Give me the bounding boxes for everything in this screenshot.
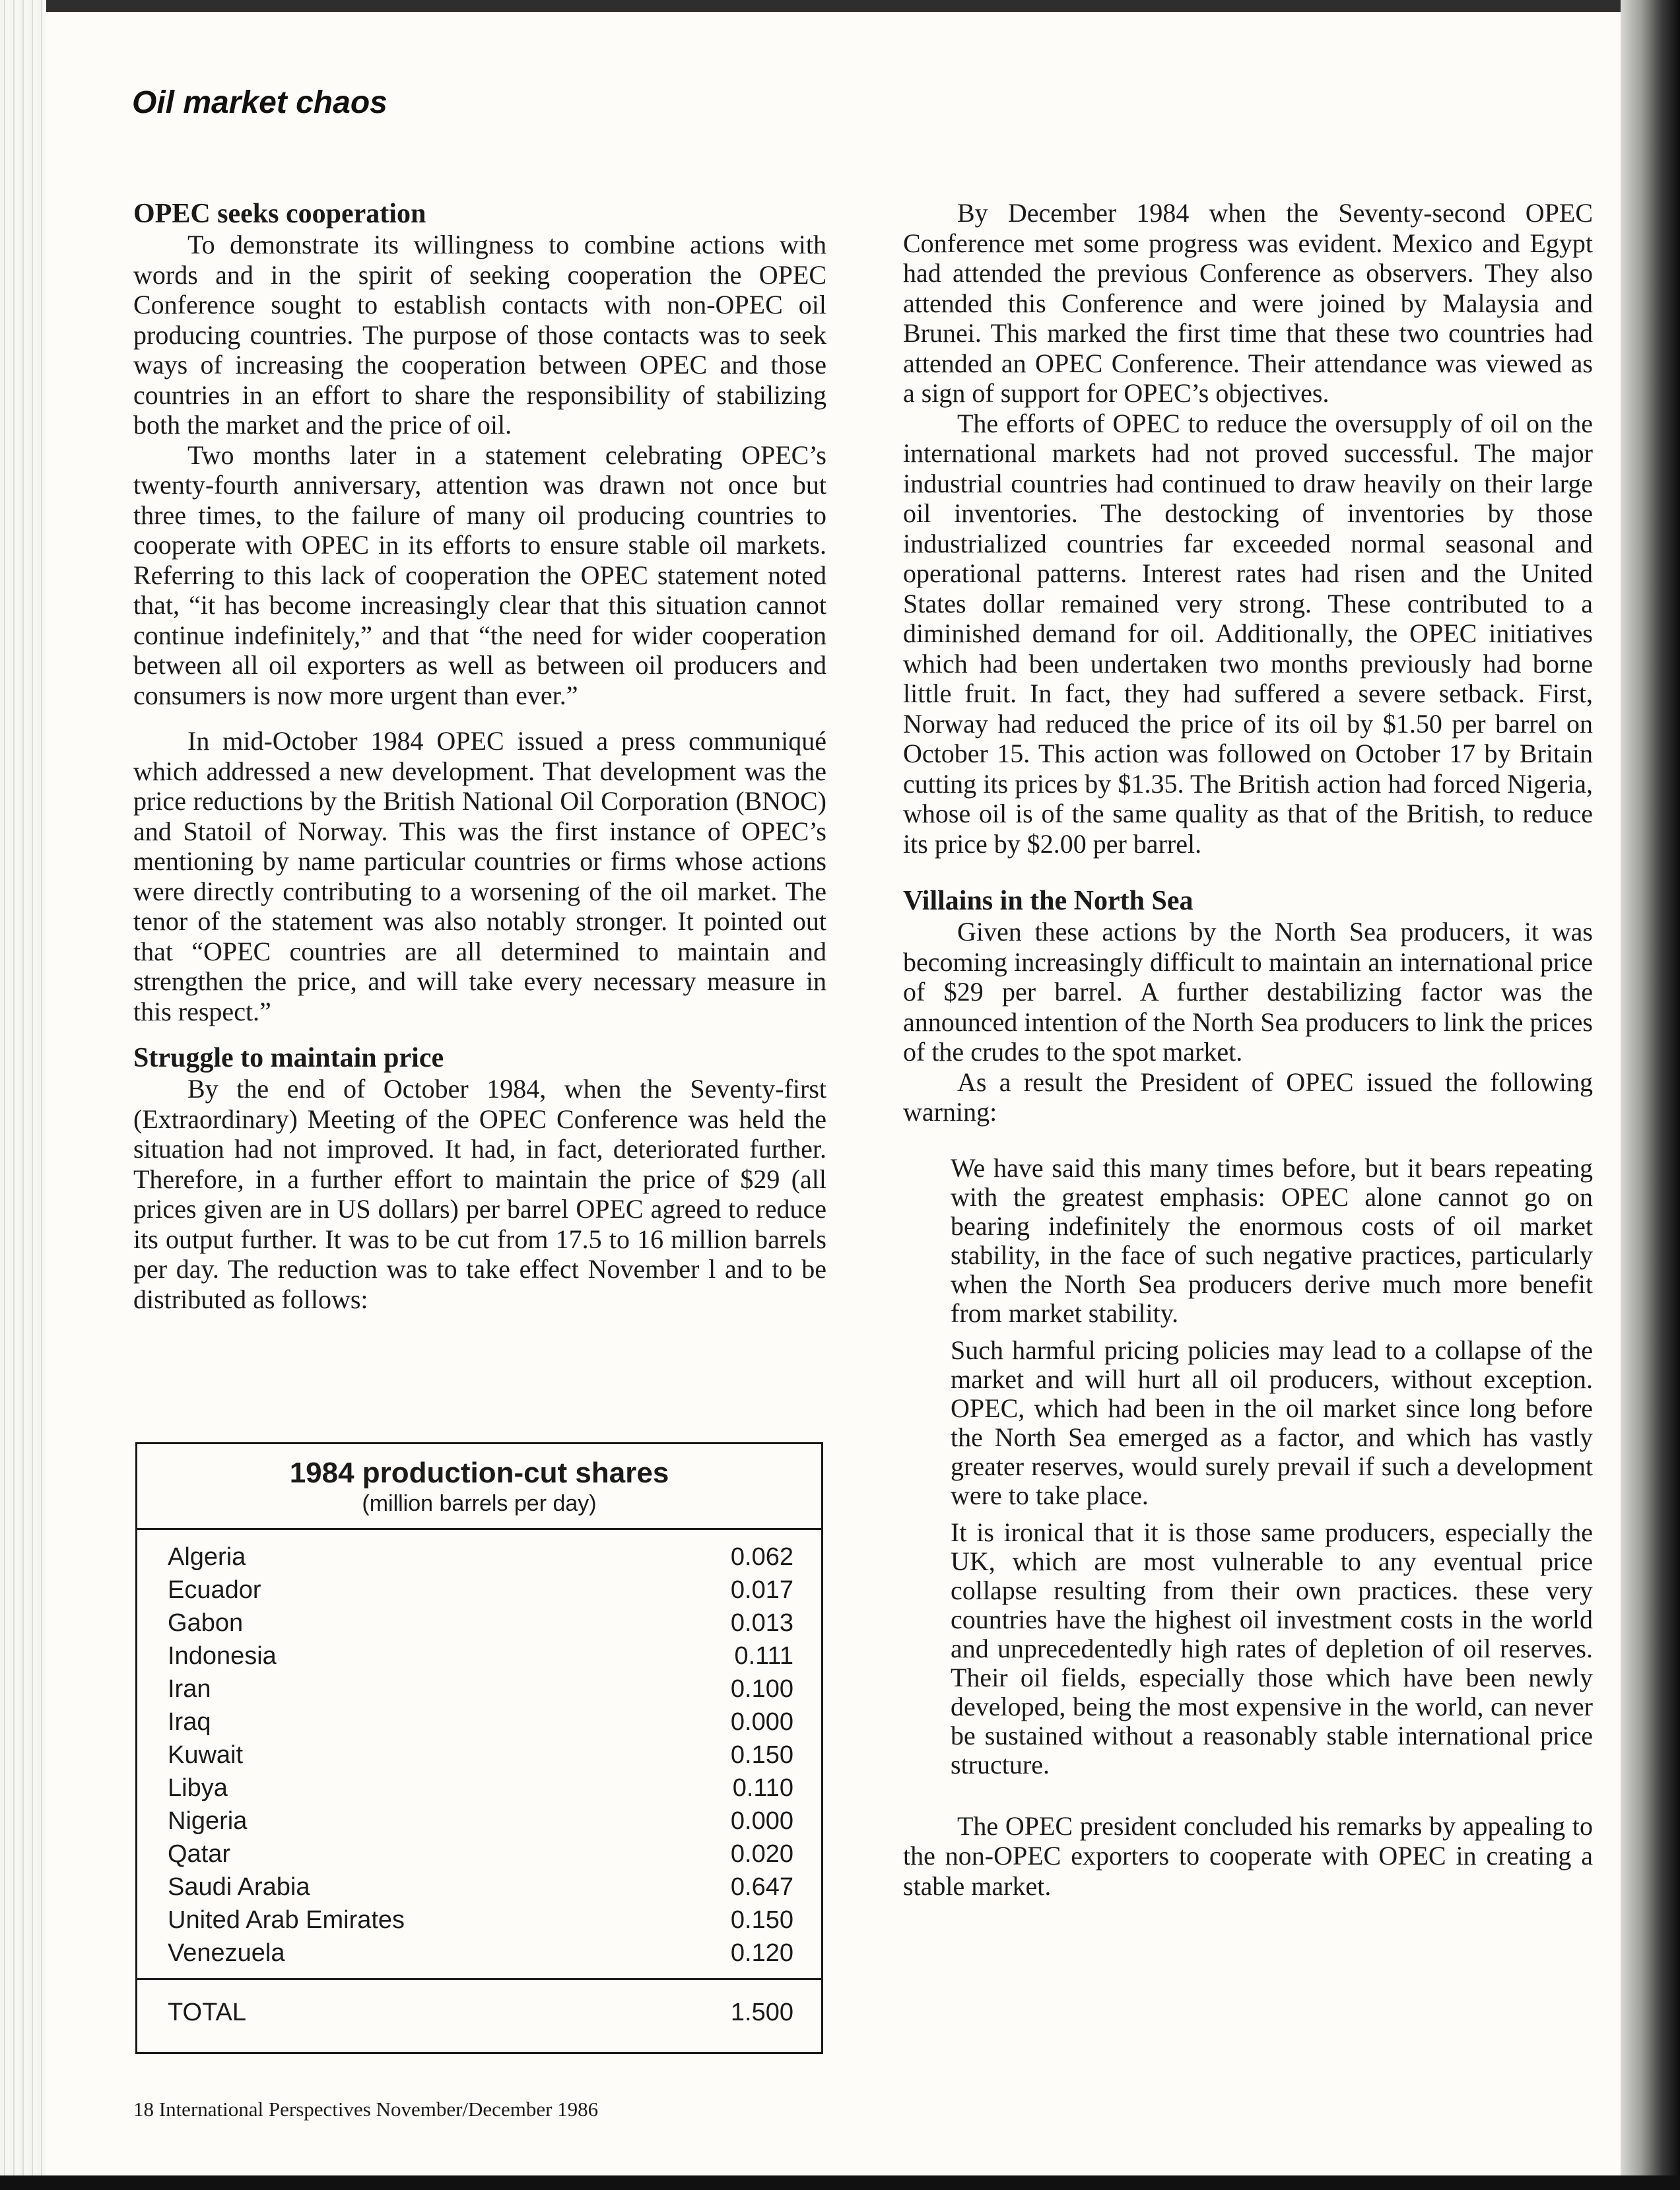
country-cell: Libya <box>168 1774 228 1802</box>
table-row <box>168 1541 793 1574</box>
table-row <box>168 1838 793 1871</box>
country-cell: Iran <box>168 1675 211 1703</box>
country-cell: Gabon <box>168 1609 244 1637</box>
value-cell: 0.000 <box>730 1807 793 1835</box>
page-footer: 18 International Perspectives November/December 1986 <box>133 2098 599 2121</box>
value-cell: 0.013 <box>730 1609 793 1637</box>
table-title: 1984 production-cut shares <box>289 1457 669 1489</box>
country-cell: Venezuela <box>168 1939 285 1967</box>
value-cell: 0.150 <box>730 1741 793 1769</box>
value-cell: 0.150 <box>730 1906 793 1934</box>
country-cell: Iraq <box>168 1708 211 1736</box>
president-warning-quote <box>951 1154 1593 1779</box>
value-cell: 0.647 <box>730 1873 793 1901</box>
country-cell: Qatar <box>168 1840 231 1868</box>
country-cell: Nigeria <box>168 1807 248 1835</box>
scan-bottom-edge <box>0 2175 1680 2190</box>
total-value: 1.500 <box>730 1999 793 2026</box>
country-cell: Saudi Arabia <box>168 1873 310 1901</box>
heading-opec-seeks-cooperation: OPEC seeks cooperation <box>133 199 426 229</box>
heading-villains-in-the-north-sea: Villains in the North Sea <box>903 886 1193 916</box>
right-column <box>903 198 1593 1901</box>
table-row <box>168 1904 793 1937</box>
paragraph: In mid-October 1984 OPEC issued a press communiqué which addressed a new development. That development was the price reductions by the British National Oil Corporation (BNOC) and Statoil of Norway. This was the first instance of OPEC’s mentioning by name particular countries or firms whose actions were directly contributing to a worsening of the oil market. The tenor of the statement was also notably stronger. It pointed out that “OPEC countries are all determined to maintain and strengthen the price, and will take every necessary measure in this respect.” <box>133 726 826 1026</box>
left-column <box>133 198 826 1314</box>
value-cell: 0.062 <box>730 1543 793 1571</box>
paragraph: To demonstrate its willingness to combine actions with words and in the spirit of seeking cooperation the OPEC Conference sought to establish contacts with non-OPEC oil producing countries. The purpose of those contacts was to seek ways of increasing the cooperation between OPEC and those countries in an effort to share the responsibility of stabilizing both the market and the price of oil. <box>133 230 826 440</box>
country-cell: Indonesia <box>168 1642 277 1670</box>
value-cell: 0.000 <box>730 1708 793 1736</box>
country-cell: Ecuador <box>168 1576 261 1604</box>
value-cell: 0.020 <box>730 1840 793 1868</box>
table-subtitle: (million barrels per day) <box>362 1491 597 1516</box>
country-cell: Algeria <box>168 1543 246 1571</box>
table-row <box>168 1574 793 1607</box>
table-row <box>168 1706 793 1739</box>
paragraph: The OPEC president concluded his remarks by appealing to the non-OPEC exporters to cooperate with OPEC in creating a stable market. <box>903 1810 1593 1901</box>
value-cell: 0.120 <box>730 1939 793 1967</box>
table-row <box>168 1871 793 1904</box>
value-cell: 0.111 <box>734 1642 793 1670</box>
quote-paragraph: We have said this many times before, but it bears repeating with the greatest emphasis: OPEC alone cannot go on bearing indefinitely the enormous costs of oil market stability, in the face of such negative practices, particularly when the North Sea producers derive much more benefit from market stability. <box>951 1152 1593 1328</box>
value-cell: 0.100 <box>730 1675 793 1703</box>
table-row <box>168 1772 793 1805</box>
heading-struggle-to-maintain-price: Struggle to maintain price <box>133 1043 444 1073</box>
paragraph: Two months later in a statement celebrating OPEC’s twenty-fourth anniversary, attention was drawn not once but three times, to the failure of many oil producing countries to cooperate with OPEC in its efforts to ensure stable oil markets. Referring to this lack of cooperation the OPEC statement noted that, “it has become increasingly clear that this situation cannot continue indefinitely,” and that “the need for wider cooperation between all oil exporters as well as between oil producers and consumers is now more urgent than ever.” <box>133 440 826 710</box>
total-label: TOTAL <box>168 1999 246 2026</box>
table-row <box>168 1640 793 1673</box>
table-row <box>168 1937 793 1970</box>
scan-top-edge <box>0 0 1680 12</box>
paragraph: The efforts of OPEC to reduce the oversupply of oil on the international markets had not proved successful. The major industrial countries had continued to draw heavily on their large oil inventories. The destocking of inventories by those industrialized countries far exceeded normal seasonal and operational patterns. Interest rates had risen and the United States dollar remained very strong. These contributed to a diminished demand for oil. Additionally, the OPEC initiatives which had been undertaken two months previously had borne little fruit. In fact, they had suffered a severe setback. First, Norway had reduced the price of its oil by $1.50 per barrel on October 15. This action was followed on October 17 by Britain cutting its prices by $1.35. The British action had forced Nigeria, whose oil is of the same quality as that of the British, to reduce its price by $2.00 per barrel. <box>903 408 1593 859</box>
table-row <box>168 1607 793 1640</box>
production-cut-table <box>135 1442 823 2054</box>
table-row <box>168 1739 793 1772</box>
table-total-row <box>137 1980 821 2027</box>
value-cell: 0.017 <box>730 1576 793 1604</box>
value-cell: 0.110 <box>732 1774 793 1802</box>
table-header <box>137 1444 821 1530</box>
table-row <box>168 1673 793 1706</box>
scan-right-edge <box>1621 0 1680 2190</box>
section-title: Oil market chaos <box>132 85 387 120</box>
country-cell: United Arab Emirates <box>168 1906 405 1934</box>
quote-paragraph: Such harmful pricing policies may lead to a collapse of the market and will hurt all oil producers, without exception. OPEC, which had been in the oil market since long before the North Sea emerged as a factor, and which has vastly greater reserves, would surely prevail if such a development were to take place. <box>951 1335 1593 1510</box>
country-cell: Kuwait <box>168 1741 244 1769</box>
table-rows <box>137 1530 821 1980</box>
paragraph: By December 1984 when the Seventy-second OPEC Conference met some progress was evident. Mexico and Egypt had attended the previous Conference as observers. They also attended this Conference and were joined by Malaysia and Brunei. This marked the first time that these two countries had attended an OPEC Conference. Their attendance was viewed as a sign of support for OPEC’s objectives. <box>903 198 1593 408</box>
scan-left-edge <box>0 0 46 2190</box>
quote-paragraph: It is ironical that it is those same producers, especially the UK, which are most vulnerable to any eventual price collapse resulting from their own practices. these very countries have the highest oil investment costs in the world and unprecedentedly high rates of depletion of oil reserves. Their oil fields, especially those which have been newly developed, being the most expensive in the world, can never be sustained without a reasonably stable international price structure. <box>951 1517 1593 1779</box>
paragraph: As a result the President of OPEC issued the following warning: <box>903 1067 1593 1127</box>
paragraph: By the end of October 1984, when the Seventy-first (Extraordinary) Meeting of the OPEC Conference was held the situation had not improved. It had, in fact, deteriorated further. Therefore, in a further effort to maintain the price of $29 (all prices given are in US dollars) per barrel OPEC agreed to reduce its output further. It was to be cut from 17.5 to 16 million barrels per day. The reduction was to take effect November l and to be distributed as follows: <box>133 1074 826 1314</box>
paragraph: Given these actions by the North Sea producers, it was becoming increasingly difficult to maintain an international price of $29 per barrel. A further destabilizing factor was the announced intention of the North Sea producers to link the prices of the crudes to the spot market. <box>903 917 1593 1067</box>
table-row <box>168 1805 793 1838</box>
